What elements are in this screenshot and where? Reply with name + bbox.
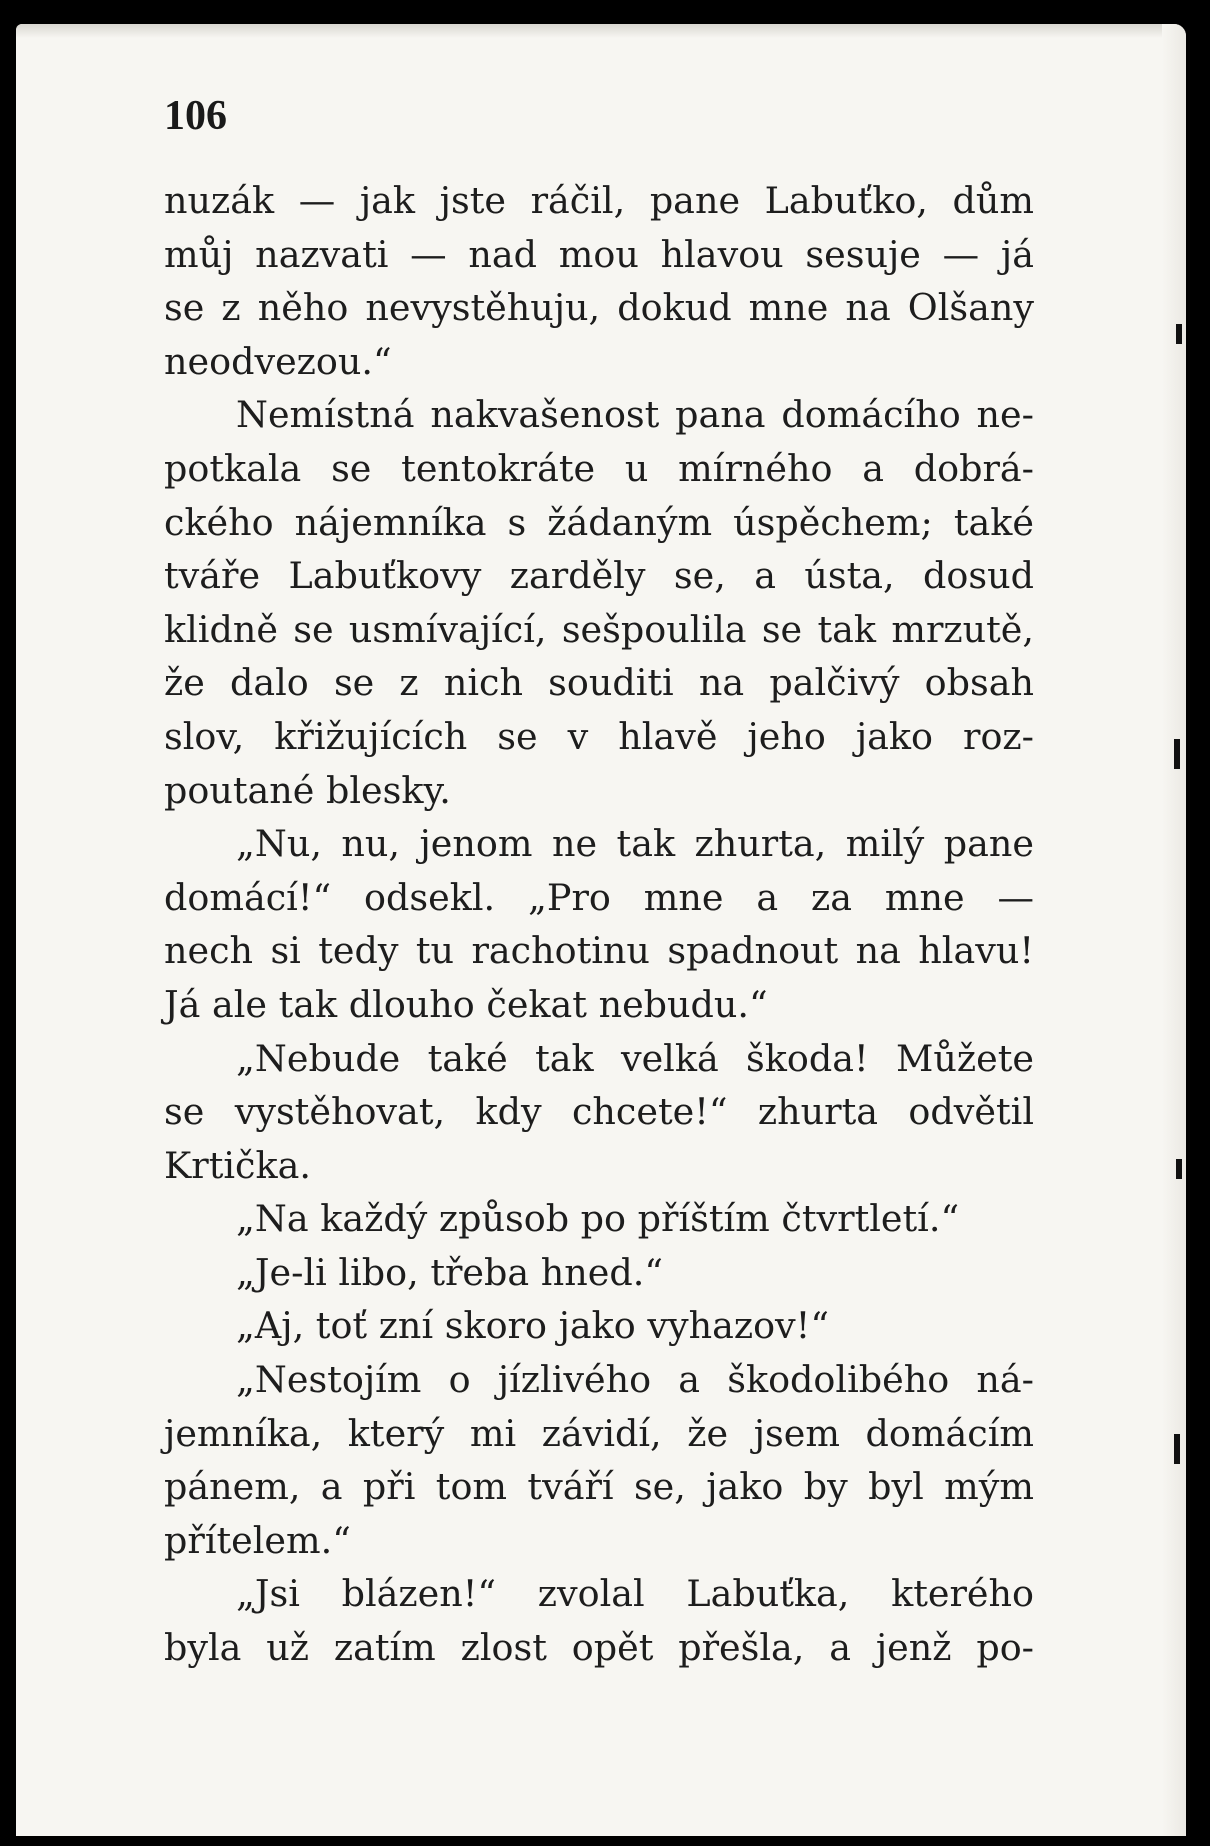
text-line: nuzák — jak jste ráčil, pane Labuťko, dům <box>164 179 1034 222</box>
text-line: Já ale tak dlouho čekat nebudu.“ <box>164 982 768 1026</box>
page-edge <box>1162 24 1186 1836</box>
text-line: klidně se usmívající, sešpoulila se tak mrzutě, <box>164 607 1034 651</box>
text-line: Krtička. <box>164 1143 311 1187</box>
text-line: nech si tedy tu rachotinu spadnout na hlavu! <box>164 929 1034 973</box>
page-top-shadow <box>16 24 1186 38</box>
edge-mark <box>1176 1159 1182 1179</box>
edge-mark <box>1174 1434 1180 1464</box>
text-line: tváře Labuťkovy zarděly se, a ústa, dosud <box>164 554 1034 598</box>
text-line: se vystěhovat, kdy chcete!“ zhurta odvětil <box>164 1090 1034 1134</box>
body-text <box>164 174 1034 1675</box>
page-number: 106 <box>164 93 227 139</box>
book-page <box>16 24 1186 1836</box>
text-line: že dalo se z nich souditi na palčivý obsah <box>164 661 1034 705</box>
text-line: „Na každý způsob po příštím čtvrtletí.“ <box>236 1197 960 1241</box>
edge-mark <box>1176 324 1182 344</box>
text-line: se z něho nevystěhuju, dokud mne na Olšany <box>164 286 1034 330</box>
text-line: „Nestojím o jízlivého a škodolibého ná- <box>236 1358 1034 1402</box>
text-line: „Nu, nu, jenom ne tak zhurta, milý pane <box>236 822 1034 866</box>
text-line: „Je-li libo, třeba hned.“ <box>236 1250 664 1294</box>
text-line: potkala se tentokráte u mírného a dobrá- <box>164 446 1034 490</box>
text-line: „Aj, toť zní skoro jako vyhazov!“ <box>236 1304 830 1348</box>
text-line: neodvezou.“ <box>164 339 392 383</box>
text-line: „Nebude také tak velká škoda! Můžete <box>236 1036 1034 1080</box>
edge-mark <box>1174 739 1180 769</box>
text-line: byla už zatím zlost opět přešla, a jenž po- <box>164 1626 1034 1670</box>
text-line: ckého nájemníka s žádaným úspěchem; také <box>164 500 1034 544</box>
text-line: jemníka, který mi závidí, že jsem domácím <box>164 1411 1034 1455</box>
text-line: poutané blesky. <box>164 768 451 812</box>
text-line: „Jsi blázen!“ zvolal Labuťka, kterého <box>236 1572 1034 1616</box>
text-line: slov, křižujících se v hlavě jeho jako roz- <box>164 714 1034 758</box>
text-line: můj nazvati — nad mou hlavou sesuje — já <box>164 232 1034 276</box>
text-line: přítelem.“ <box>164 1518 351 1562</box>
text-line: domácí!“ odsekl. „Pro mne a za mne — <box>164 875 1034 919</box>
text-line: Nemístná nakvašenost pana domácího ne- <box>236 393 1034 437</box>
text-line: pánem, a při tom tváří se, jako by byl mým <box>164 1465 1034 1509</box>
